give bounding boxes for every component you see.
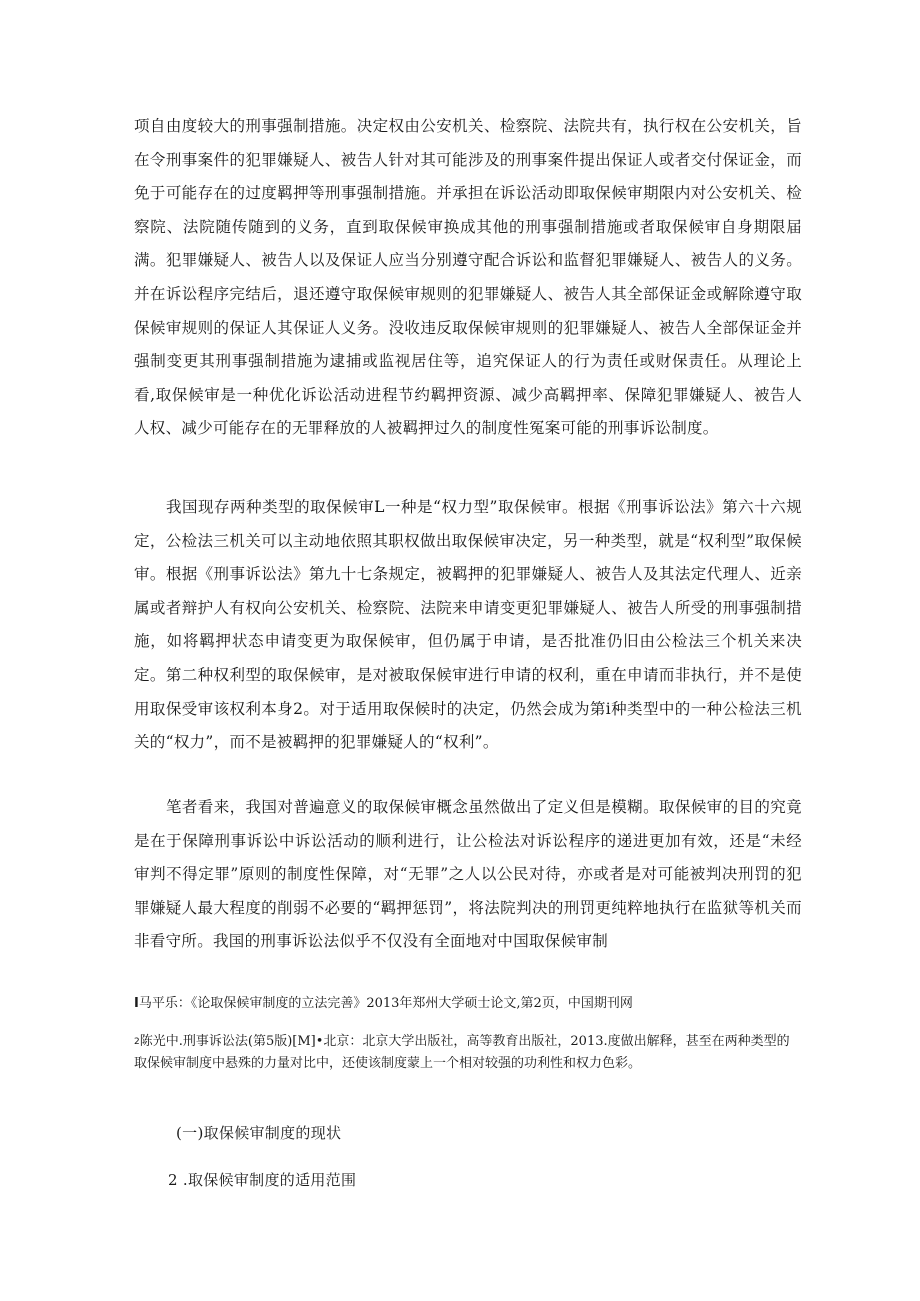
footnote-2-mark: 2 [134,1037,140,1047]
body-paragraph-1: 项自由度较大的刑事强制措施。决定权由公安机关、检察院、法院共有，执行权在公安机关，旨在令刑事案件的犯罪嫌疑人、被告人针对其可能涉及的刑事案件提出保证人或者交付保证金，而免于可能存在的过度羁押等刑事强制措施。并承担在诉讼活动即取保候审期限内对公安机关、检察院、法院随传随到的义务，直到取保候审换成其他的刑事强制措施或者取保候审自身期限届满。犯罪嫌疑人、被告人以及保证人应当分别遵守配合诉讼和监督犯罪嫌疑人、被告人的义务。并在诉讼程序完结后，退还遵守取保候审规则的犯罪嫌疑人、被告人其全部保证金或解除遵守取保候审规则的保证人其保证人义务。没收违反取保候审规则的犯罪嫌疑人、被告人全部保证金并强制变更其刑事强制措施为逮捕或监视居住等，追究保证人的行为责任或财保责任。从理论上看,取保候审是一种优化诉讼活动进程节约羁押资源、减少高羁押率、保障犯罪嫌疑人、被告人人权、减少可能存在的无罪释放的人被羁押过久的制度性冤案可能的刑事诉讼制度。 [134,117,802,438]
footnote-2 [134,1031,802,1075]
subsection-heading: 2 .取保候审制度的适用范围 [168,1171,357,1189]
body-paragraph-2: 我国现存两种类型的取保候审L一种是“权力型”取保候审。根据《刑事诉讼法》第六十六规定，公检法三机关可以主动地依照其职权做出取保候审决定，另一种类型，就是“权利型”取保候审。根据《刑事诉讼法》第九十七条规定，被羁押的犯罪嫌疑人、被告人及其法定代理人、近亲属或者辩护人有权向公安机关、检察院、法院来申请变更犯罪嫌疑人、被告人所受的刑事强制措施，如将羁押状态申请变更为取保候审，但仍属于申请，是否批准仍旧由公检法三个机关来决定。第二种权利型的取保候审，是对被取保候审进行申请的权利，重在申请而非执行，并不是使用取保受审该权利本身2。对于适用取保候时的决定，仍然会成为第i种类型中的一种公检法三机关的“权力”，而不是被羁押的犯罪嫌疑人的“权利”。 [134,498,802,752]
footnote-1-text: 马平乐：《论取保候审制度的立法完善》2013年郑州大学硕士论文,第2页，中国期刊网 [138,996,633,1011]
footnote-1 [134,993,802,1015]
footnote-1-mark: I [134,996,139,1011]
footnote-2-text: 陈光中.刑事诉讼法(第5版)[M]•北京：北京大学出版社，高等教育出版社，2013.度做出解释，甚至在两种类型的取保候审制度中悬殊的力量对比中，还使该制度蒙上一个相对较强的功利性和权力色彩。 [134,1034,790,1071]
section-heading: (一)取保候审制度的现状 [176,1124,342,1142]
body-paragraph-3: 笔者看来，我国对普遍意义的取保候审概念虽然做出了定义但是模糊。取保候审的目的究竟是在于保障刑事诉讼中诉讼活动的顺利进行，让公检法对诉讼程序的递进更加有效，还是“未经审判不得定罪”原则的制度性保障，对“无罪”之人以公民对待，亦或者是对可能被判决刑罚的犯罪嫌疑人最大程度的削弱不必要的“羁押惩罚”，将法院判决的刑罚更纯粹地执行在监狱等机关而非看守所。我国的刑事诉讼法似乎不仅没有全面地对中国取保候审制 [134,798,802,951]
